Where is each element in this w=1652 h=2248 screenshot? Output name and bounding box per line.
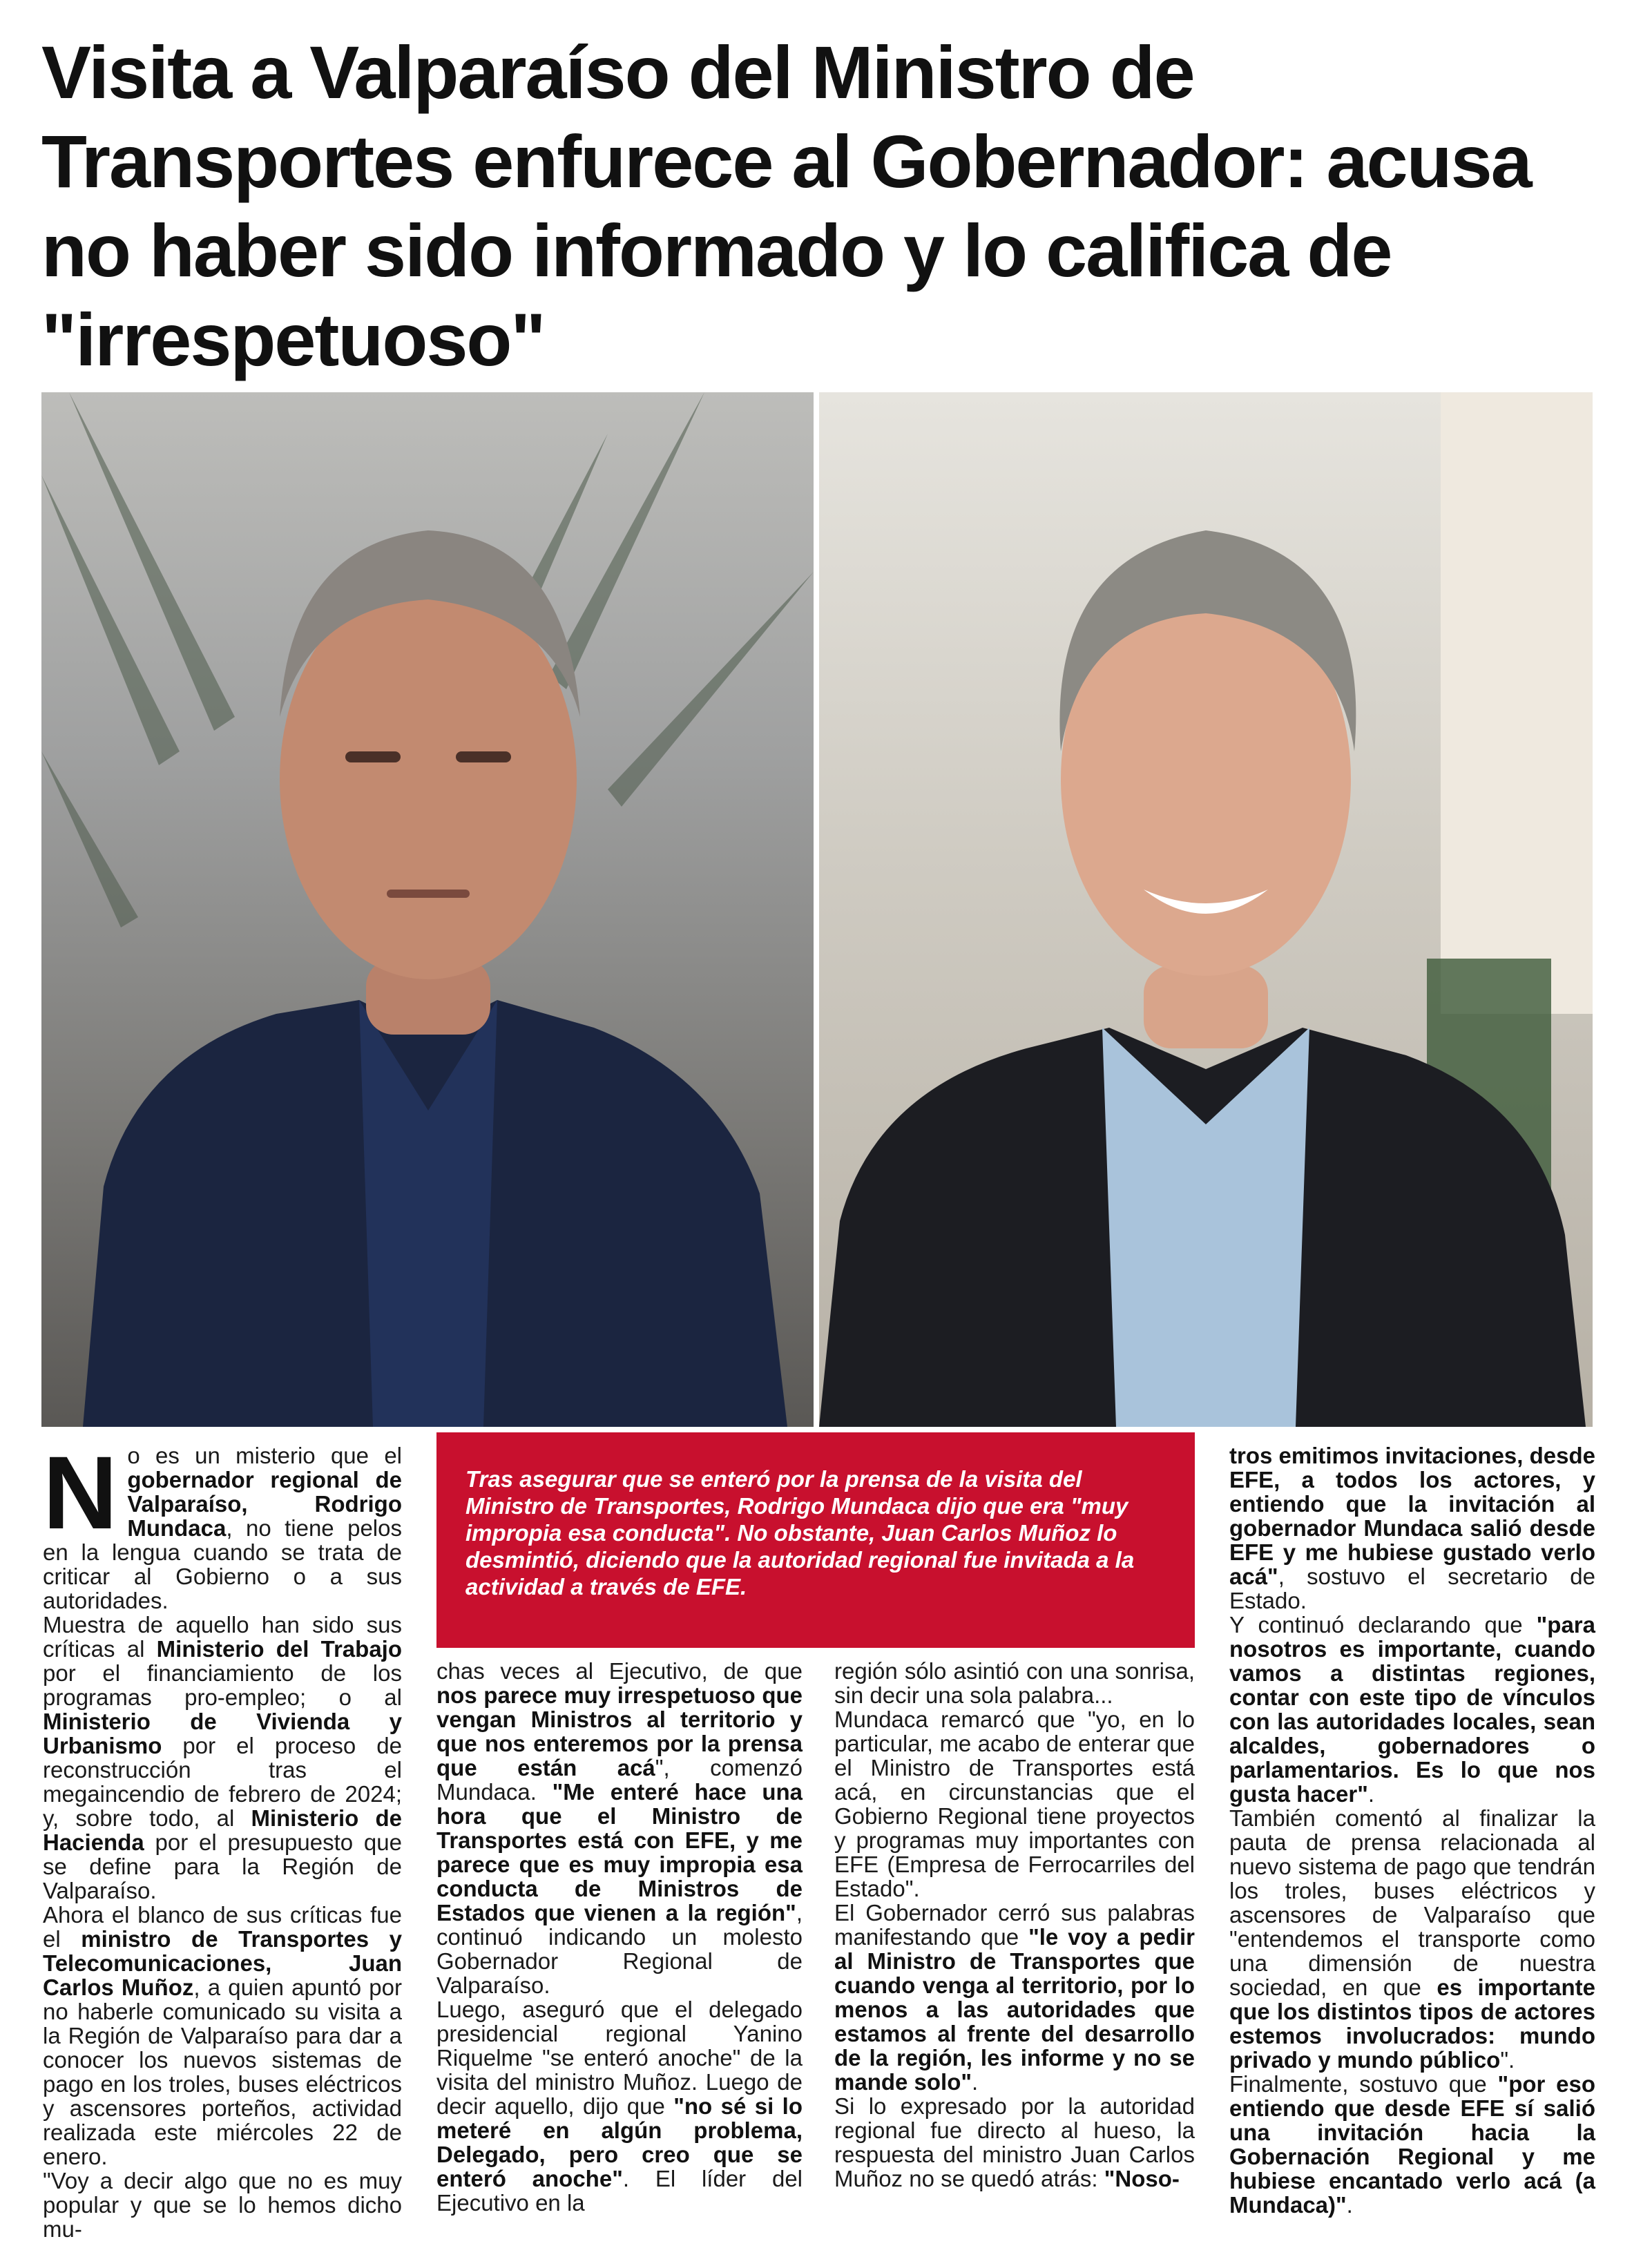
article-column-2 (436, 1659, 803, 2215)
paragraph: El Gobernador cerró sus palabras manifestando que "le voy a pedir al Ministro de Transportes que cuando venga al territorio, por lo menos a las autoridades que estamos al frente del desarrollo de la región, les informe y no se mande solo". (834, 1900, 1195, 2095)
photo-minister (819, 392, 1593, 1427)
callout-box: Tras asegurar que se enteró por la prensa de la visita del Ministro de Transportes, Rodrigo Mundaca dijo que era "muy impropia esa conducta". No obstante, Juan Carlos Muñoz lo desmintió, diciendo que la autoridad regional fue invitada a la actividad a través de EFE. (436, 1432, 1195, 1648)
paragraph: tros emitimos invitaciones, desde EFE, a todos los actores, y entiendo que la invitación al gobernador Mundaca salió desde EFE y me hubiese gustado verlo acá", sostuvo el secretario de Estado. (1229, 1443, 1595, 1613)
article-column-3 (834, 1659, 1195, 2191)
article-column-4 (1229, 1443, 1595, 2217)
paragraph: "Voy a decir algo que no es muy popular y que se lo hemos dicho mu- (43, 2168, 402, 2242)
paragraph: Si lo expresado por la autoridad regional fue directo al hueso, la respuesta del ministro Juan Carlos Muñoz no se quedó atrás: "Noso- (834, 2093, 1195, 2191)
paragraph: Ahora el blanco de sus críticas fue el ministro de Transportes y Telecomunicaciones, Juan Carlos Muñoz, a quien apuntó por no haberle comunicado su visita a la Región de Valparaíso para dar a conocer los nuevos sistemas de pago en los troles, buses eléctricos y ascensores porteños, actividad realizada este miércoles 22 de enero. (43, 1902, 402, 2169)
governor-portrait-illustration (41, 392, 814, 1427)
minister-portrait-illustration (819, 392, 1593, 1427)
photo-governor (41, 392, 814, 1427)
paragraph: Luego, aseguró que el delegado presidencial regional Yanino Riquelme "se enteró anoche" de la visita del ministro Muñoz. Luego de decir aquello, dijo que "no sé si lo meteré en algún problema, Delegado, pero creo que se enteró anoche". El líder del Ejecutivo en la (436, 1997, 803, 2216)
paragraph: Y continuó declarando que "para nosotros es importante, cuando vamos a distintas regiones, contar con este tipo de vínculos con las autoridades locales, sean alcaldes, gobernadores o parlamentarios. Es lo que nos gusta hacer". (1229, 1612, 1595, 1807)
paragraph: Muestra de aquello han sido sus críticas al Ministerio del Trabajo por el financiamiento de los programas pro-empleo; o al Ministerio de Vivienda y Urbanismo por el proceso de reconstrucción tras el megaincendio de febrero de 2024; y, sobre todo, al Ministerio de Hacienda por el presupuesto que se define para la Región de Valparaíso. (43, 1612, 402, 1903)
paragraph: chas veces al Ejecutivo, de que nos parece muy irrespetuoso que vengan Ministros al territorio y que nos enteremos por la prensa que están acá", comenzó Mundaca. "Me enteré hace una hora que el Ministro de Transportes está con EFE, y me parece que es muy impropia esa conducta de Ministros de Estados que vienen a la región", continuó indicando un molesto Gobernador Regional de Valparaíso. (436, 1658, 803, 1998)
article-column-1 (43, 1434, 402, 2242)
paragraph: región sólo asintió con una sonrisa, sin decir una sola palabra... (834, 1658, 1195, 1708)
paragraph: También comentó al finalizar la pauta de prensa relacionada al nuevo sistema de pago que tendrán los troles, buses eléctricos y ascensores de Valparaíso que "entendemos el transporte como una dimensión de nuestra sociedad, en que es importante que los distintos tipos de actores estemos involucrados: mundo privado y mundo público". (1229, 1805, 1595, 2073)
headline: Visita a Valparaíso del Ministro de Transportes enfurece al Gobernador: acusa no haber sido informado y lo califica de "irrespetuoso" (41, 30, 1531, 381)
paragraph: Finalmente, sostuvo que "por eso entiendo que desde EFE sí salió una invitación hacia la Gobernación Regional y me hubiese encantado verlo acá (a Mundaca)". (1229, 2071, 1595, 2218)
paragraph: No es un misterio que el gobernador regional de Valparaíso, Rodrigo Mundaca, no tiene pelos en la lengua cuando se trata de criticar al Gobierno o a sus autoridades. (43, 1434, 402, 1613)
drop-cap: N (43, 1434, 118, 1550)
paragraph: Mundaca remarcó que "yo, en lo particular, me acabo de enterar que el Ministro de Transportes está acá, en circunstancias que el Gobierno Regional tiene proyectos y programas muy importantes con EFE (Empresa de Ferrocarriles del Estado". (834, 1707, 1195, 1901)
